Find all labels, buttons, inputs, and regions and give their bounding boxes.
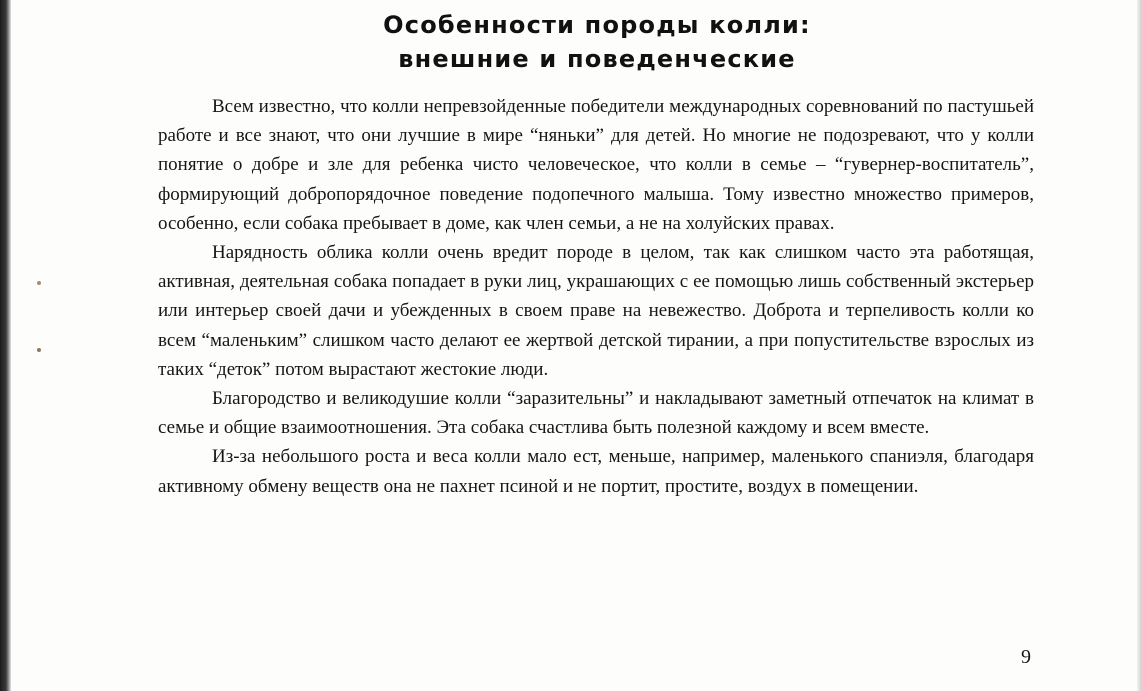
scan-speck (37, 348, 41, 352)
title-line-1: Особенности породы колли: (383, 11, 811, 39)
scan-speck (37, 281, 41, 285)
scan-binding-edge (0, 0, 11, 691)
title-line-2: внешние и поведенческие (398, 45, 796, 73)
paragraph-4: Из-за небольшого роста и веса колли мало ест, меньше, например, маленького спаниэля, благодаря активному обмену веществ она не пахнет псиной и не портит, простите, воздух в помещении. (158, 446, 1034, 497)
paragraph-2: Нарядность облика колли очень вредит породе в целом, так как слишком часто эта работящая, активная, деятельная собака попадает в руки лиц, украшающих с ее помощью лишь собственный экстерьер или интерьер своей дачи и убежденных в своем праве на невежество. Доброта и терпеливость колли ко всем “маленьким” слишком часто делают ее жертвой детской тирании, а при попустительстве взрослых из таких “деток” потом вырастают жестокие люди. (158, 242, 1034, 380)
scan-right-edge (1137, 0, 1141, 691)
page-number: 9 (1021, 646, 1031, 668)
paragraph-3: Благородство и великодушие колли “заразительны” и накладывают заметный отпечаток на климат в семье и общие взаимоотношения. Эта собака счастлива быть полезной каждому и всем вместе. (158, 388, 1034, 439)
paragraph-1: Всем известно, что колли непревзойденные победители международных соревнований по пастушьей работе и все знают, что они лучшие в мире “няньки” для детей. Но многие не подозревают, что у колли понятие о добре и зле для ребенка чисто человеческое, что колли в семье – “гувернер-воспитатель”, формирующий добропорядочное поведение подопечного малыша. Тому известно множество примеров, особенно, если собака пребывает в доме, как член семьи, а не на холуйских правах. (158, 96, 1034, 234)
article-body (158, 92, 1034, 501)
page-title (160, 8, 1034, 76)
